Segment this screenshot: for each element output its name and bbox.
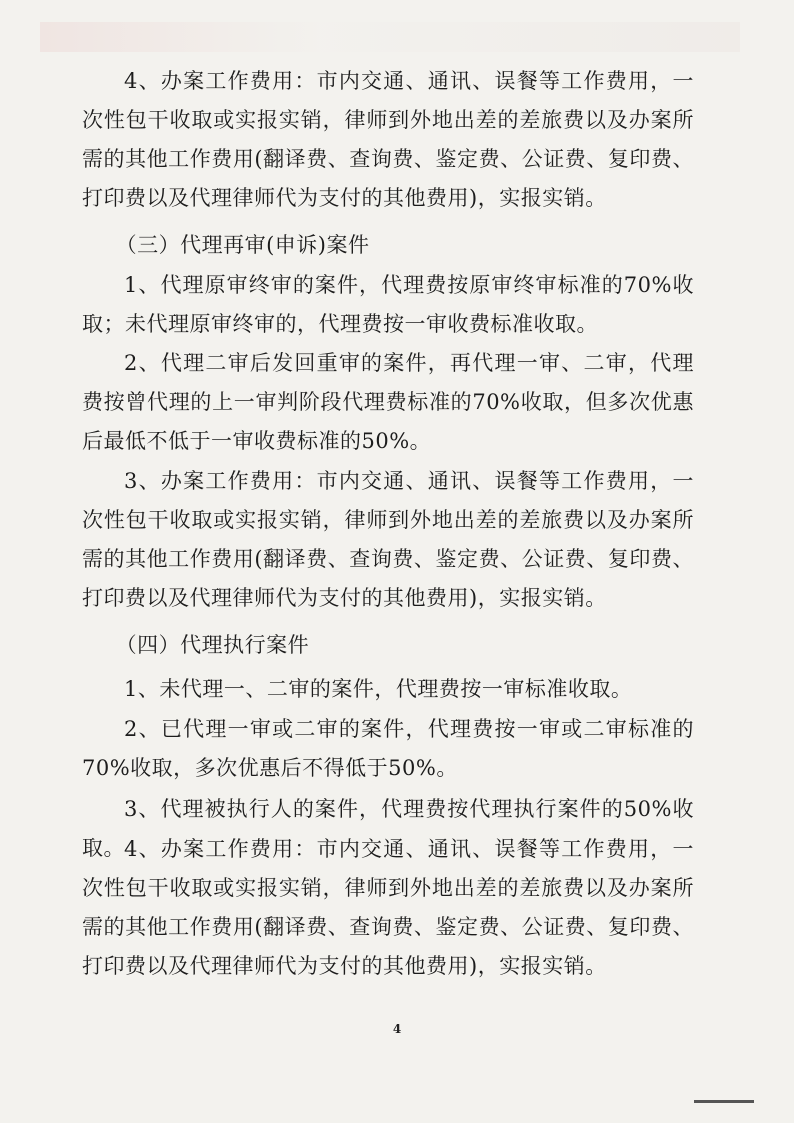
paragraph-retrial-1: 1、代理原审终审的案件，代理费按原审终审标准的70%收取；未代理原审终审的，代理费按一审收费标准收取。 — [82, 273, 694, 336]
paragraph-execution-2: 2、已代理一审或二审的案件，代理费按一审或二审标准的70%收取，多次优惠后不得低于50%。 — [82, 717, 694, 780]
paragraph-execution-3: 3、代理被执行人的案件，代理费按代理执行案件的50%收取。 — [82, 797, 694, 860]
paragraph-execution-1: 1、未代理一、二审的案件，代理费按一审标准收取。 — [124, 677, 633, 701]
paragraph-execution-4: 4、办案工作费用：市内交通、通讯、误餐等工作费用，一次性包干收取或实报实销，律师到外地出差的差旅费以及办案所需的其他工作费用(翻译费、查询费、鉴定费、公证费、复印费、打印费以及代理律师代为支付的其他费用)，实报实销。 — [82, 837, 694, 978]
scan-artifact — [40, 22, 740, 52]
paragraph-retrial-2: 2、代理二审后发回重审的案件，再代理一审、二审，代理费按曾代理的上一审判阶段代理费标准的70%收取，但多次优惠后最低不低于一审收费标准的50%。 — [82, 351, 694, 453]
section-heading-execution: （四）代理执行案件 — [115, 633, 310, 657]
paragraph-office-expenses-2: 4、办案工作费用：市内交通、通讯、误餐等工作费用，一次性包干收取或实报实销，律师到外地出差的差旅费以及办案所需的其他工作费用(翻译费、查询费、鉴定费、公证费、复印费、打印费以及代理律师代为支付的其他费用)，实报实销。 — [82, 69, 694, 210]
section-heading-retrial: （三）代理再审(申诉)案件 — [115, 233, 370, 257]
page-number: 4 — [392, 1022, 402, 1036]
scan-edge-mark — [694, 1100, 754, 1103]
paragraph-retrial-3: 3、办案工作费用：市内交通、通讯、误餐等工作费用，一次性包干收取或实报实销，律师到外地出差的差旅费以及办案所需的其他工作费用(翻译费、查询费、鉴定费、公证费、复印费、打印费以及代理律师代为支付的其他费用)，实报实销。 — [82, 469, 694, 610]
